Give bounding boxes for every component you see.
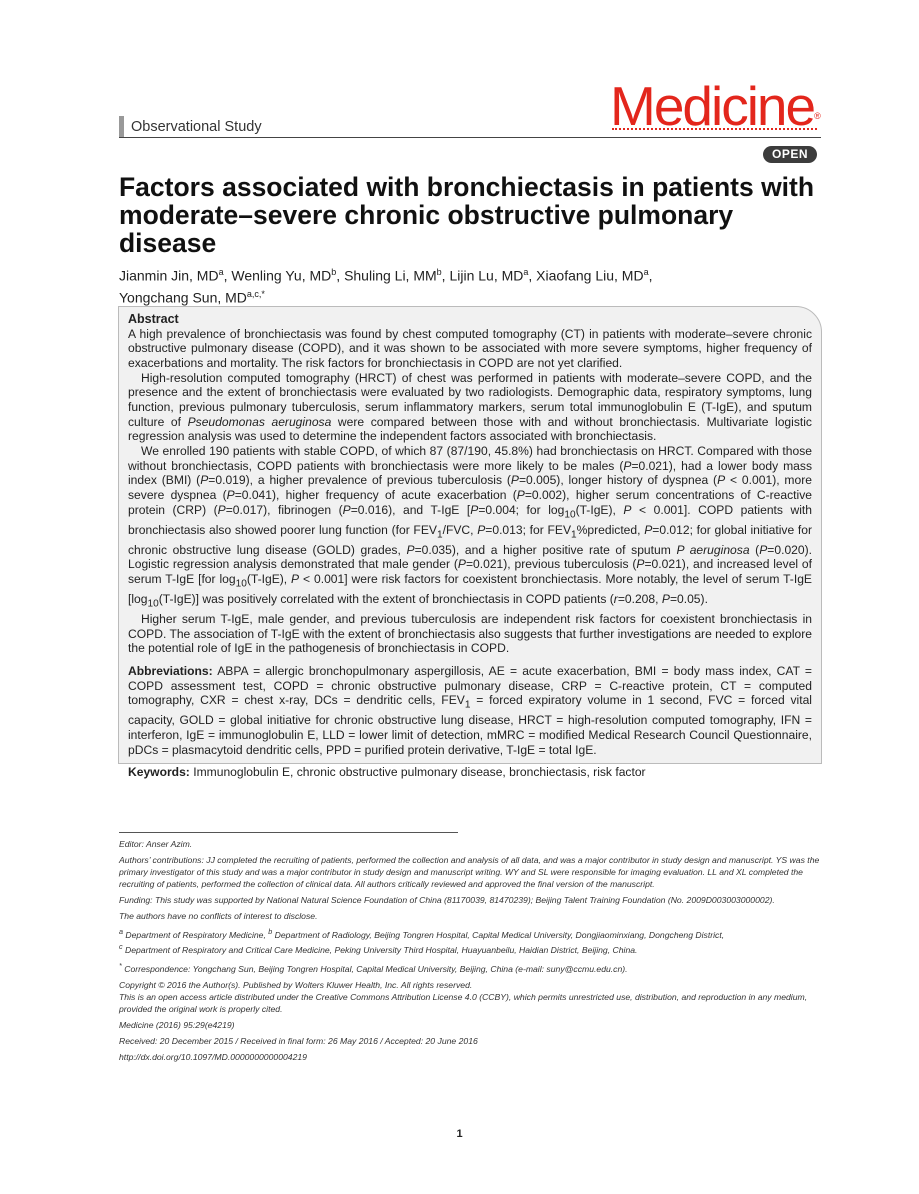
author-affiliation-mark: b: [436, 267, 442, 277]
author-affiliation-mark: a: [643, 267, 649, 277]
section-label: Observational Study: [119, 116, 262, 138]
affiliations: $^a$ Department of Respiratory Medicine, $^b$ Department of Radiology, Beijing Tongren Hospital, Capital Medical University, Dongjiaominxiang, Dongcheng District, $^c$ Department of Respiratory and Critical Care Medicine, Peking University Third Hospital, Huayuanbeilu, Haidian District, Beijing, China.: [119, 927, 725, 955]
author-affiliation-mark: b: [331, 267, 337, 277]
author-affiliation-mark: a: [218, 267, 224, 277]
journal-logo: [610, 76, 819, 136]
abstract-background: A high prevalence of bronchiectasis was found by chest computed tomography (CT) in patients with moderate–severe chronic obstructive pulmonary disease (COPD), and it was shown to be associated with more severe symptoms, higher frequency of exacerbations and mortality. The risk factors for bronchiectasis in COPD are not yet clarified.: [128, 326, 812, 370]
author-affiliation-mark: a,c,*: [246, 288, 265, 299]
abstract-conclusion: Higher serum T-IgE, male gender, and previous tuberculosis are independent risk factors for coexistent bronchiectasis in COPD. The association of T-IgE with the extent of bronchiectasis also suggests that further investigations are needed to explore the potential role of IgE in the pathogenesis of bronchiectasis in COPD.: [128, 612, 812, 656]
author-name: Jianmin Jin, MD: [119, 267, 219, 284]
keywords: Keywords: Immunoglobulin E, chronic obstructive pulmonary disease, bronchiectasis, risk factor: [128, 765, 646, 780]
received-dates: Received: 20 December 2015 / Received in final form: 26 May 2016 / Accepted: 20 June 2016: [119, 1035, 478, 1046]
trademark-mark: ®: [814, 111, 819, 121]
copyright-license: Copyright © 2016 the Author(s). Published by Wolters Kluwer Health, Inc. All rights reserved. This is an open access article distributed under the Creative Commons Attribution License 4.0 (CCBY), which permits unrestricted use, distribution, and reproduction in any medium, provided the original work is properly cited.: [119, 979, 808, 1014]
citation: Medicine (2016) 95:29(e4219): [119, 1019, 235, 1030]
author-contributions: Authors’ contributions: JJ completed the recruiting of patients, performed the collection and analysis of all data, and was a major contributor in study design and manuscript. YS was the primary investigator of this study and was a major contributor in study design and manuscript writing. WY and SL were responsible for imaging evaluation. LL and XL completed the recruiting of patients, performed the collection of clinical data. All authors critically reviewed and approved the final version of the manuscript.: [119, 855, 820, 889]
author-name: Yongchang Sun, MD: [119, 289, 247, 306]
article-title: Factors associated with bronchiectasis in patients with moderate–severe chronic obstructive pulmonary disease: [119, 172, 815, 258]
correspondence: * Correspondence: Yongchang Sun, Beijing Tongren Hospital, Capital Medical University, Beijing, China (e-mail: suny@ccmu.edu.cn).: [119, 960, 628, 974]
abstract-heading: Abstract: [128, 312, 179, 326]
author-list: Jianmin Jin, $MD^a$, Wenling Yu, $MD^b$, Shuling Li, $MM^b$, Lijin Lu, $MD^a$, Xiaofang Liu, $MD^a$, Yongchang Sun, $MD^{a,c,*}$: [119, 267, 653, 306]
footnote-rule: [119, 832, 458, 833]
conflict-note: The authors have no conflicts of interest to disclose.: [119, 911, 318, 921]
doi-link[interactable]: http://dx.doi.org/10.1097/MD.0000000000004219: [119, 1051, 307, 1062]
author-affiliation-mark: a: [523, 267, 529, 277]
abbreviations: Abbreviations: ABPA = allergic bronchopulmonary aspergillosis, AE = acute exacerbation, BMI = body mass index, CAT = COPD assessment test, COPD = chronic obstructive pulmonary disease, CRP = C-reactive protein, CT = computed tomography, CXR = chest x-ray, DCs = dendritic cells, $FEV_1$ = forced expiratory volume in 1 second, FVC = forced vital capacity, GOLD = global initiative for chronic obstructive lung disease, HRCT = high-resolution computed tomography, IFN = interferon, IgE = immunoglobulin E, LLD = lower limit of detection, mMRC = modified Medical Research Council Questionnaire, pDCs = plasmacytoid dendritic cells, PPD = purified protein derivative, T-IgE = total IgE.: [128, 664, 812, 757]
open-access-badge: OPEN: [763, 146, 817, 163]
header-rule: [119, 137, 821, 138]
editor-note: Editor: Anser Azim.: [119, 839, 193, 849]
journal-name: Medicine: [610, 75, 815, 137]
footnotes: [119, 838, 821, 1067]
abstract-box: [118, 306, 822, 780]
logo-dotted-rule: [612, 128, 817, 130]
funding-note: Funding: This study was supported by National Natural Science Foundation of China (81170039, 81470239); Beijing Talent Training Foundation (No. 2009D003003000002).: [119, 895, 775, 905]
abstract-methods: High-resolution computed tomography (HRCT) of chest was performed in patients with moderate–severe COPD, and the presence and the extent of bronchiectasis were evaluated by two radiologists. Demographic data, respiratory symptoms, lung function, previous pulmonary tuberculosis, serum inflammatory markers, serum total immunoglobulin E (T-IgE), and sputum culture of Pseudomonas aeruginosa were compared between those with and without bronchiectasis. Multivariate logistic regression analysis was used to determine the independent factors associated with bronchiectasis.: [128, 370, 812, 444]
author-name: Shuling Li, MM: [344, 267, 437, 284]
author-name: Xiaofang Liu, MD: [536, 267, 644, 284]
page-number: 1: [456, 1128, 463, 1140]
author-name: Wenling Yu, MD: [231, 267, 332, 284]
author-name: Lijin Lu, MD: [449, 267, 524, 284]
abstract-results: We enrolled 190 patients with stable COPD, of which 87 (87/190, 45.8%) had bronchiectasis on HRCT. Compared with those without bronchiectasis, COPD patients with bronchiectasis were more likely to be males (P=0.021), had a lower body mass index (BMI) (P=0.019), a higher prevalence of previous tuberculosis (P=0.005), longer history of dyspnea (P < 0.001), more severe dyspnea (P=0.041), higher frequency of acute exacerbation (P=0.002), higher serum concentrations of C-reactive protein (CRP) (P=0.017), fibrinogen (P=0.016), and T-IgE [P=0.004; for $\log_{10}(T-IgE)$, P < 0.001]. COPD patients with bronchiectasis also showed poorer lung function (for $FEV_1$/FVC, P=0.013; for $FEV_1\%predicted$, P=0.012; for global initiative for chronic obstructive lung disease (GOLD) grades, P=0.035), and a higher positive rate of sputum P aeruginosa (P=0.020). Logistic regression analysis demonstrated that male gender (P=0.021), previous tuberculosis (P=0.021), and increased level of serum T-IgE [for $\log_{10}(T-IgE)$, P < 0.001] were risk factors for coexistent bronchiectasis. More notably, the level of serum T-IgE $[\log_{10}(T-IgE)]$ was positively correlated with the extent of bronchiectasis in COPD patients (r=0.208, P=0.05).: [128, 443, 813, 610]
